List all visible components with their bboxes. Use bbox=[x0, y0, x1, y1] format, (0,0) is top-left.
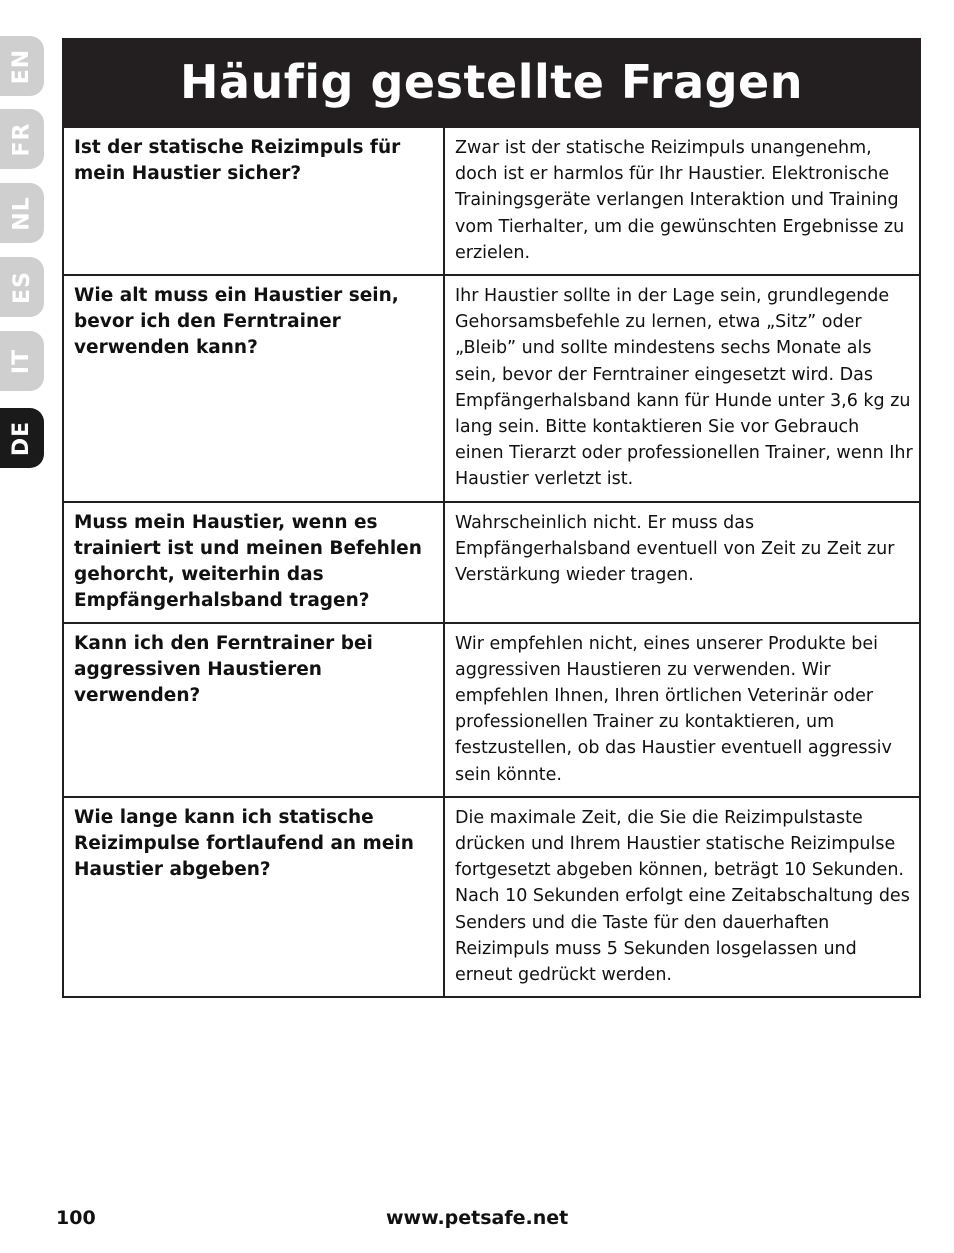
faq-answer: Die maximale Zeit, die Sie die Reizimpulstaste drücken und Ihrem Haustier statische Reizimpulse fortgesetzt abgeben können, beträgt 10 Sekunden. Nach 10 Sekunden erfolgt eine Zeitabschaltung des Senders und die Taste für den dauerhaften Reizimpuls muss 5 Sekunden losgelassen und erneut gedrückt werden. bbox=[444, 797, 920, 997]
faq-answer: Wir empfehlen nicht, eines unserer Produkte bei aggressiven Haustieren zu verwenden. Wir empfehlen Ihnen, Ihren örtlichen Veterinär oder professionellen Trainer zu kontaktieren, um festzustellen, ob das Haustier eventuell aggressiv sein könnte. bbox=[444, 623, 920, 797]
lang-tab-label: EN bbox=[9, 48, 35, 84]
footer-url[interactable]: www.petsafe.net bbox=[386, 1207, 569, 1229]
lang-tab-nl[interactable] bbox=[0, 183, 44, 243]
lang-tab-label: ES bbox=[9, 270, 35, 304]
lang-tab-fr[interactable] bbox=[0, 109, 44, 169]
faq-answer: Ihr Haustier sollte in der Lage sein, grundlegende Gehorsamsbefehle zu lernen, etwa „Sitz” oder „Bleib” und sollte mindestens sechs Monate als sein, bevor der Ferntrainer eingesetzt wird. Das Empfängerhalsband kann für Hunde unter 3,6 kg zu lang sein. Bitte kontaktieren Sie vor Gebrauch einen Tierarzt oder professionellen Trainer, wenn Ihr Haustier verletzt ist. bbox=[444, 275, 920, 502]
lang-tab-de[interactable] bbox=[0, 408, 44, 468]
lang-tab-label: DE bbox=[9, 420, 35, 456]
page-number: 100 bbox=[56, 1207, 96, 1229]
faq-answer: Zwar ist der statische Reizimpuls unangenehm, doch ist er harmlos für Ihr Haustier. Elektronische Trainingsgeräte verlangen Interaktion und Training vom Tierhalter, um die gewünschten Ergebnisse zu erzielen. bbox=[444, 127, 920, 275]
table-row bbox=[63, 275, 920, 502]
faq-question: Muss mein Haustier, wenn es trainiert ist und meinen Befehlen gehorcht, weiterhin das Empfängerhalsband tragen? bbox=[63, 502, 444, 623]
faq-question: Wie lange kann ich statische Reizimpulse fortlaufend an mein Haustier abgeben? bbox=[63, 797, 444, 997]
lang-tab-it[interactable] bbox=[0, 331, 44, 391]
table-row bbox=[63, 502, 920, 623]
faq-answer: Wahrscheinlich nicht. Er muss das Empfängerhalsband eventuell von Zeit zu Zeit zur Verstärkung wieder tragen. bbox=[444, 502, 920, 623]
table-row bbox=[63, 797, 920, 997]
faq-question: Ist der statische Reizimpuls für mein Haustier sicher? bbox=[63, 127, 444, 275]
faq-question: Kann ich den Ferntrainer bei aggressiven Haustieren verwenden? bbox=[63, 623, 444, 797]
lang-tab-es[interactable] bbox=[0, 257, 44, 317]
faq-table bbox=[62, 126, 921, 998]
lang-tab-label: FR bbox=[9, 122, 35, 156]
page-title: Häufig gestellte Fragen bbox=[179, 55, 804, 109]
lang-tab-label: IT bbox=[9, 348, 35, 374]
faq-question: Wie alt muss ein Haustier sein, bevor ich den Ferntrainer verwenden kann? bbox=[63, 275, 444, 502]
lang-tab-en[interactable] bbox=[0, 36, 44, 96]
table-row bbox=[63, 623, 920, 797]
table-row bbox=[63, 127, 920, 275]
page-header bbox=[62, 38, 921, 126]
lang-tab-label: NL bbox=[9, 195, 35, 231]
